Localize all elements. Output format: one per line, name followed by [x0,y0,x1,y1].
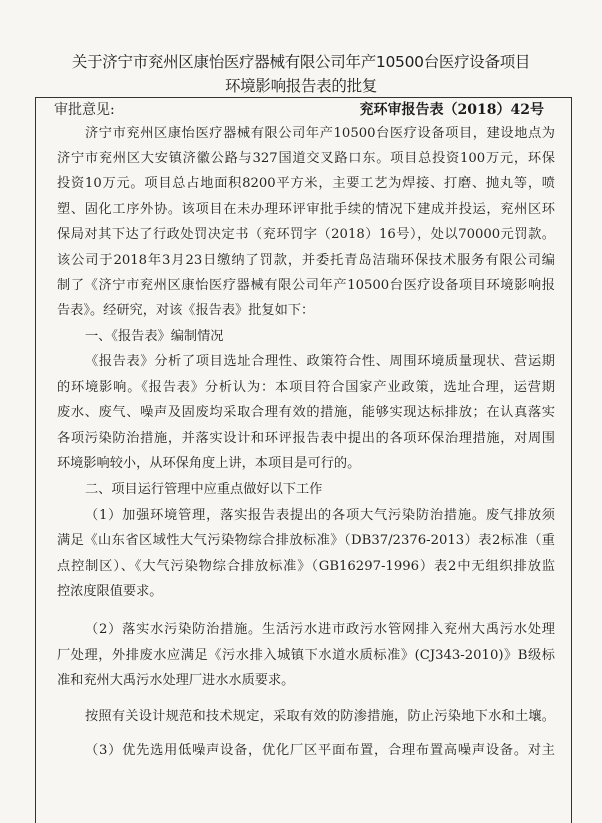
body-line: 保局对其下达了行政处罚决定书（兖环罚字（2018）16号），处以70000元罚款。 [57,227,555,242]
body-line: 济宁市兖州区康怡医疗器械有限公司年产10500台医疗设备项目，建设地点为 [85,126,555,141]
section-heading: 二、项目运行管理中应重点做好以下工作 [85,482,323,497]
document-number: 兖环审报告表（2018）42号 [359,102,544,118]
body-line: （1）加强环境管理，落实报告表提出的各项大气污染防治措施。废气排放须 [85,508,555,523]
body-line: 《报告表》分析了项目选址合理性、政策符合性、周围环境质量现状、营运期 [85,354,555,369]
body-line: 塑、固化工序外协。该项目在未办理环评审批手续的情况下建成并投运，兖州区环 [57,202,555,217]
body-line: 控浓度限值要求。 [57,584,163,599]
document-title-line1: 关于济宁市兖州区康怡医疗器械有限公司年产10500台医疗设备项目 [71,53,531,71]
body-line: 各项污染防治措施，并落实设计和环评报告表中提出的各项环保治理措施，对周围 [57,431,555,446]
section-heading: 一、《报告表》编制情况 [85,329,224,344]
body-line: （3）优先选用低噪声设备，优化厂区平面布置，合理布置高噪声设备。对主 [85,743,555,758]
opinion-label: 审批意见: [54,102,115,118]
body-line: 按照有关设计规范和技术规定，采取有效的防渗措施，防止污染地下水和土壤。 [85,709,555,724]
body-line: 的环境影响。《报告表》分析认为：本项目符合国家产业政策，选址合理，运营期 [57,380,555,395]
document-title-line2: 环境影响报告表的批复 [224,77,377,95]
body-line: 投资10万元。项目总占地面积8200平方米，主要工艺为焊接、打磨、抛丸等，喷 [57,176,555,191]
body-line: 济宁市兖州区大安镇济徽公路与327国道交叉路口东。项目总投资100万元，环保 [57,151,555,166]
body-line: 制了《济宁市兖州区康怡医疗器械有限公司年产10500台医疗设备项目环境影响报 [57,278,555,293]
body-line: 该公司于2018年3月23日缴纳了罚款，并委托青岛洁瑞环保技术服务有限公司编 [57,253,555,268]
body-line: 废水、废气、噪声及固废均采取合理有效的措施，能够实现达标排放；在认真落实 [57,405,555,420]
body-line: 满足《山东省区域性大气污染物综合排放标准》（DB37/2376-2013）表2标准（重 [57,533,555,548]
body-line: 点控制区）、《大气污染物综合排放标准》（GB16297-1996）表2中无组织排放监 [57,559,555,574]
body-line: 告表》。经研究，对该《报告表》批复如下： [57,303,315,318]
body-line: 环境影响较小，从环保角度上讲，本项目是可行的。 [57,456,361,471]
body-line: （2）落实水污染防治措施。生活污水进市政污水管网排入兖州大禹污水处理 [85,622,555,637]
body-line: 厂处理，外排废水应满足《污水排入城镇下水道水质标准》(CJ343-2010)》B级标 [57,648,555,663]
body-line: 准和兖州大禹污水处理厂进水水质要求。 [57,673,295,688]
